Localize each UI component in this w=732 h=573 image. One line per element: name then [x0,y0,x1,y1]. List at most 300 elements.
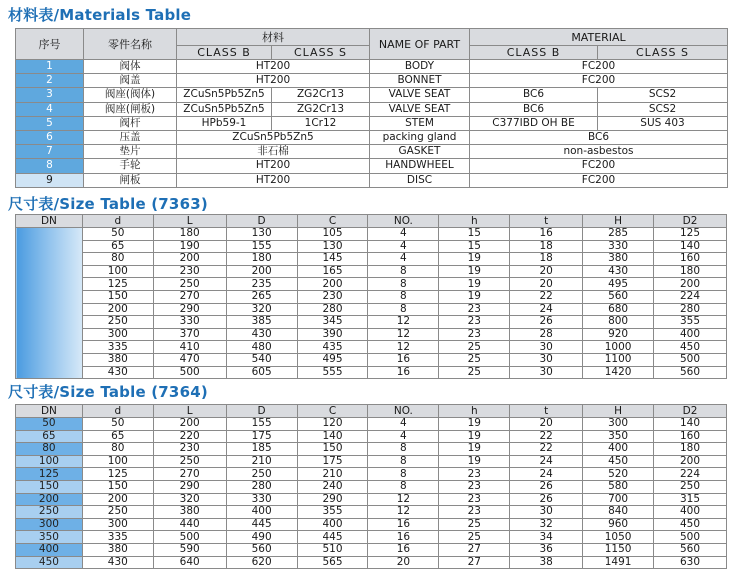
size-cell-d2: 500 [654,531,727,544]
size-cell-c: 400 [297,518,368,531]
size-header-no: NO. [368,405,439,418]
size-cell-h-height: 400 [583,443,654,456]
material-class-b: ZCuSn5Pb5Zn5 [177,88,272,102]
size-7363-title: 尺寸表/Size Table (7363) [8,195,208,213]
size-row [16,543,727,556]
size-cell-h-height: 1050 [583,531,654,544]
size-cell-d2: 125 [654,228,727,241]
size-cell-d2: 160 [654,253,727,266]
size-row [16,480,727,493]
size-cell-c: 145 [297,253,368,266]
size-cell-d-outer: 480 [226,341,297,354]
size-cell-no: 4 [368,418,439,431]
material-part-cn: 阀体 [84,60,177,74]
size-cell-t: 24 [510,468,583,481]
size-cell-c: 565 [297,556,368,569]
size-cell-d: 65 [82,240,153,253]
size-cell-l: 190 [153,240,226,253]
size-cell-t: 26 [510,493,583,506]
material-row [16,145,728,159]
size-cell-t: 20 [510,278,583,291]
material-row [16,74,728,88]
material-class-b-en: FC200 [470,159,728,173]
material-index: 7 [16,145,84,159]
size-cell-no: 4 [368,240,439,253]
size-row [16,430,727,443]
material-part-cn: 压盖 [84,130,177,144]
size-cell-h: 23 [439,328,510,341]
size-cell-c: 140 [297,430,368,443]
col-index: 序号 [16,29,84,60]
size-cell-d2: 140 [654,240,727,253]
size-cell-h: 25 [439,366,510,379]
size-cell-dn: 450 [16,556,83,569]
size-cell-d2: 280 [654,303,727,316]
size-cell-d: 125 [82,468,153,481]
size-row [16,531,727,544]
size-cell-d2: 224 [654,290,727,303]
size-cell-t: 22 [510,430,583,443]
size-cell-d: 100 [82,455,153,468]
size-cell-h-height: 840 [583,506,654,519]
size-cell-d-outer: 265 [226,290,297,303]
material-index: 9 [16,173,84,187]
material-part-cn: 阀座(阀体) [84,88,177,102]
size-row [16,253,727,266]
size-cell-h-height: 495 [583,278,654,291]
size-header-h: H [583,405,654,418]
size-cell-d: 150 [82,480,153,493]
size-cell-h: 19 [439,430,510,443]
size-cell-t: 26 [510,480,583,493]
size-cell-dn: 200 [16,493,83,506]
material-part-cn: 阀座(闸板) [84,102,177,116]
size-cell-l: 410 [153,341,226,354]
size-header-d: d [82,405,153,418]
size-cell-c: 290 [297,493,368,506]
material-part-en: STEM [370,116,470,130]
material-row [16,159,728,173]
size-cell-h: 15 [439,228,510,241]
size-cell-d: 150 [82,290,153,303]
size-row [16,290,727,303]
size-cell-no: 16 [368,353,439,366]
size-cell-h: 19 [439,455,510,468]
size-cell-c: 105 [297,228,368,241]
size-cell-d2: 200 [654,278,727,291]
size-cell-d: 50 [82,228,153,241]
material-class-b-en: BC6 [470,102,598,116]
size-cell-h: 23 [439,506,510,519]
size-cell-d2: 180 [654,265,727,278]
material-class-b: HT200 [177,159,370,173]
size-row [16,353,727,366]
size-cell-c: 230 [297,290,368,303]
size-cell-no: 16 [368,518,439,531]
size-cell-d: 200 [82,493,153,506]
material-class-b: HPb59-1 [177,116,272,130]
material-row [16,88,728,102]
material-part-cn: 垫片 [84,145,177,159]
size-cell-t: 22 [510,443,583,456]
size-cell-dn: 80 [16,443,83,456]
size-cell-t: 30 [510,366,583,379]
size-cell-d2: 560 [654,366,727,379]
material-class-s-en: SCS2 [598,88,728,102]
size-cell-l: 380 [153,506,226,519]
size-cell-c: 555 [297,366,368,379]
size-cell-c: 390 [297,328,368,341]
size-cell-dn: 300 [16,518,83,531]
size-cell-no: 8 [368,303,439,316]
size-cell-no: 8 [368,290,439,303]
size-header-h: H [583,215,654,228]
material-part-en: VALVE SEAT [370,102,470,116]
size-cell-h-height: 560 [583,290,654,303]
size-cell-l: 290 [153,303,226,316]
size-cell-d2: 450 [654,341,727,354]
size-cell-h: 23 [439,303,510,316]
size-cell-c: 120 [297,418,368,431]
size-cell-no: 16 [368,366,439,379]
col-class-b: CLASS B [177,46,272,60]
size-cell-t: 30 [510,506,583,519]
size-cell-h: 23 [439,468,510,481]
size-cell-no: 12 [368,341,439,354]
size-cell-d-outer: 155 [226,418,297,431]
size-cell-dn: 350 [16,531,83,544]
size-cell-d-outer: 130 [226,228,297,241]
size-cell-no: 12 [368,328,439,341]
material-row [16,173,728,187]
material-index: 1 [16,60,84,74]
size-cell-h: 15 [439,240,510,253]
size-cell-t: 26 [510,316,583,329]
size-cell-no: 16 [368,543,439,556]
material-class-b: 非石棉 [177,145,370,159]
size-cell-d2: 224 [654,468,727,481]
size-header-c: C [297,405,368,418]
size-cell-no: 12 [368,493,439,506]
size-cell-no: 8 [368,443,439,456]
size-cell-dn: 150 [16,480,83,493]
material-class-s-en: SCS2 [598,102,728,116]
size-cell-t: 24 [510,455,583,468]
size-header-c: C [297,215,368,228]
material-row [16,60,728,74]
material-part-en: GASKET [370,145,470,159]
size-cell-d-outer: 280 [226,480,297,493]
material-part-en: BODY [370,60,470,74]
size-cell-l: 270 [153,468,226,481]
material-row [16,102,728,116]
size-cell-h-height: 520 [583,468,654,481]
size-header-dn: DN [16,405,83,418]
material-row [16,130,728,144]
size-cell-h: 27 [439,556,510,569]
size-cell-l: 200 [153,418,226,431]
size-cell-d-outer: 445 [226,518,297,531]
size-cell-no: 4 [368,228,439,241]
size-cell-h-height: 330 [583,240,654,253]
size-cell-l: 270 [153,290,226,303]
size-cell-d-outer: 540 [226,353,297,366]
size-cell-h-height: 1420 [583,366,654,379]
size-cell-t: 38 [510,556,583,569]
size-cell-l: 200 [153,253,226,266]
size-cell-c: 355 [297,506,368,519]
size-cell-c: 200 [297,278,368,291]
size-cell-d: 80 [82,443,153,456]
size-cell-d2: 400 [654,506,727,519]
size-cell-t: 22 [510,290,583,303]
size-cell-dn: 50 [16,418,83,431]
size-cell-dn: 65 [16,430,83,443]
size-row [16,455,727,468]
size-row [16,493,727,506]
size-cell-t: 34 [510,531,583,544]
size-cell-no: 12 [368,506,439,519]
material-index: 2 [16,74,84,88]
size-cell-d: 300 [82,518,153,531]
size-cell-no: 4 [368,253,439,266]
size-cell-no: 8 [368,455,439,468]
size-cell-d: 80 [82,253,153,266]
size-cell-h: 19 [439,253,510,266]
size-cell-d: 335 [82,531,153,544]
size-7364-title: 尺寸表/Size Table (7364) [8,383,208,401]
size-header-d: D [226,405,297,418]
size-cell-d2: 315 [654,493,727,506]
size-header-l: L [153,215,226,228]
material-row [16,116,728,130]
size-cell-d: 380 [82,543,153,556]
material-index: 5 [16,116,84,130]
size-cell-d: 100 [82,265,153,278]
col-class-b-en: CLASS B [470,46,598,60]
size-cell-d: 50 [82,418,153,431]
size-cell-c: 495 [297,353,368,366]
size-cell-d-outer: 200 [226,265,297,278]
size-cell-h: 19 [439,418,510,431]
size-row [16,366,727,379]
size-cell-d: 335 [82,341,153,354]
material-class-b: HT200 [177,74,370,88]
size-cell-d-outer: 560 [226,543,297,556]
size-cell-l: 440 [153,518,226,531]
size-cell-d-outer: 235 [226,278,297,291]
material-class-b-en: FC200 [470,60,728,74]
material-class-s: ZG2Cr13 [272,88,370,102]
size-cell-l: 220 [153,430,226,443]
size-cell-d-outer: 605 [226,366,297,379]
size-cell-d-outer: 210 [226,455,297,468]
size-cell-t: 30 [510,341,583,354]
size-header-d2: D2 [654,215,727,228]
size-cell-no: 8 [368,265,439,278]
size-cell-dn: 125 [16,468,83,481]
size-cell-d-outer: 155 [226,240,297,253]
size-row [16,228,727,241]
size-header-dn: DN [16,215,83,228]
size-cell-h-height: 430 [583,265,654,278]
size-cell-d-outer: 430 [226,328,297,341]
size-cell-d: 380 [82,353,153,366]
size-cell-h-height: 285 [583,228,654,241]
material-part-cn: 手轮 [84,159,177,173]
size-cell-dn: 400 [16,543,83,556]
size-cell-l: 250 [153,455,226,468]
size-cell-h-height: 1150 [583,543,654,556]
size-cell-h: 27 [439,543,510,556]
size-cell-t: 36 [510,543,583,556]
material-class-b-en: BC6 [470,130,728,144]
size-cell-c: 435 [297,341,368,354]
size-cell-no: 12 [368,316,439,329]
size-cell-d-outer: 490 [226,531,297,544]
size-cell-l: 230 [153,265,226,278]
size-cell-c: 130 [297,240,368,253]
size-cell-l: 320 [153,493,226,506]
size-cell-c: 445 [297,531,368,544]
size-header-h: h [439,405,510,418]
material-part-cn: 闸板 [84,173,177,187]
size-cell-h-height: 350 [583,430,654,443]
size-cell-d-outer: 250 [226,468,297,481]
material-part-cn: 阀盖 [84,74,177,88]
size-row [16,443,727,456]
size-cell-t: 24 [510,303,583,316]
material-class-b-en: non-asbestos [470,145,728,159]
size-cell-l: 590 [153,543,226,556]
size-cell-h: 25 [439,353,510,366]
size-cell-h: 23 [439,480,510,493]
material-class-b-en: C377IBD OH BE [470,116,598,130]
material-class-s: 1Cr12 [272,116,370,130]
size-header-no: NO. [368,215,439,228]
size-table-7364 [15,404,727,569]
size-cell-dn: 100 [16,455,83,468]
size-cell-no: 8 [368,480,439,493]
material-part-en: DISC [370,173,470,187]
size-cell-no: 4 [368,430,439,443]
material-part-cn: 阀杆 [84,116,177,130]
size-cell-d-outer: 320 [226,303,297,316]
size-cell-h: 23 [439,316,510,329]
size-cell-h-height: 1491 [583,556,654,569]
size-cell-d: 300 [82,328,153,341]
size-cell-c: 175 [297,455,368,468]
size-cell-d: 430 [82,366,153,379]
material-class-s: ZG2Cr13 [272,102,370,116]
size-cell-d2: 400 [654,328,727,341]
material-part-en: HANDWHEEL [370,159,470,173]
size-cell-h-height: 300 [583,418,654,431]
size-cell-h-height: 450 [583,455,654,468]
size-cell-h: 19 [439,443,510,456]
size-cell-d: 250 [82,506,153,519]
material-class-b: HT200 [177,60,370,74]
materials-table [15,28,728,188]
size-header-t: t [510,405,583,418]
size-cell-d-outer: 330 [226,493,297,506]
size-cell-d: 430 [82,556,153,569]
size-cell-l: 230 [153,443,226,456]
dn-column [16,228,83,379]
size-cell-d: 200 [82,303,153,316]
size-row [16,240,727,253]
size-cell-d2: 160 [654,430,727,443]
size-cell-d2: 200 [654,455,727,468]
size-cell-l: 330 [153,316,226,329]
size-row [16,506,727,519]
size-row [16,278,727,291]
size-cell-l: 290 [153,480,226,493]
size-cell-d-outer: 175 [226,430,297,443]
size-cell-l: 180 [153,228,226,241]
size-cell-d2: 500 [654,353,727,366]
size-row [16,518,727,531]
size-cell-no: 20 [368,556,439,569]
size-cell-d-outer: 400 [226,506,297,519]
material-index: 4 [16,102,84,116]
size-cell-t: 18 [510,253,583,266]
size-cell-d: 250 [82,316,153,329]
size-cell-t: 28 [510,328,583,341]
col-material-cn: 材料 [177,29,370,46]
size-cell-t: 20 [510,418,583,431]
size-cell-no: 8 [368,278,439,291]
material-class-b: HT200 [177,173,370,187]
col-class-s-en: CLASS S [598,46,728,60]
col-part-cn: 零件名称 [84,29,177,60]
material-part-en: VALVE SEAT [370,88,470,102]
size-row [16,468,727,481]
size-cell-l: 500 [153,366,226,379]
size-cell-l: 640 [153,556,226,569]
col-class-s: CLASS S [272,46,370,60]
size-header-t: t [510,215,583,228]
size-cell-t: 18 [510,240,583,253]
material-class-b-en: FC200 [470,173,728,187]
size-cell-t: 30 [510,353,583,366]
size-header-d: d [82,215,153,228]
material-class-b-en: BC6 [470,88,598,102]
size-cell-h: 25 [439,531,510,544]
size-cell-d-outer: 180 [226,253,297,266]
size-cell-t: 20 [510,265,583,278]
size-cell-d2: 560 [654,543,727,556]
size-row [16,418,727,431]
size-cell-h-height: 800 [583,316,654,329]
material-class-b-en: FC200 [470,74,728,88]
materials-title: 材料表/Materials Table [8,6,192,24]
size-row [16,303,727,316]
size-cell-d2: 180 [654,443,727,456]
size-cell-h: 19 [439,290,510,303]
size-row [16,265,727,278]
size-cell-d-outer: 185 [226,443,297,456]
size-cell-c: 510 [297,543,368,556]
material-class-b: ZCuSn5Pb5Zn5 [177,102,272,116]
size-cell-h: 23 [439,493,510,506]
size-cell-l: 500 [153,531,226,544]
size-table-7363 [15,214,727,379]
material-index: 8 [16,159,84,173]
size-cell-d2: 140 [654,418,727,431]
size-cell-c: 280 [297,303,368,316]
size-cell-l: 470 [153,353,226,366]
